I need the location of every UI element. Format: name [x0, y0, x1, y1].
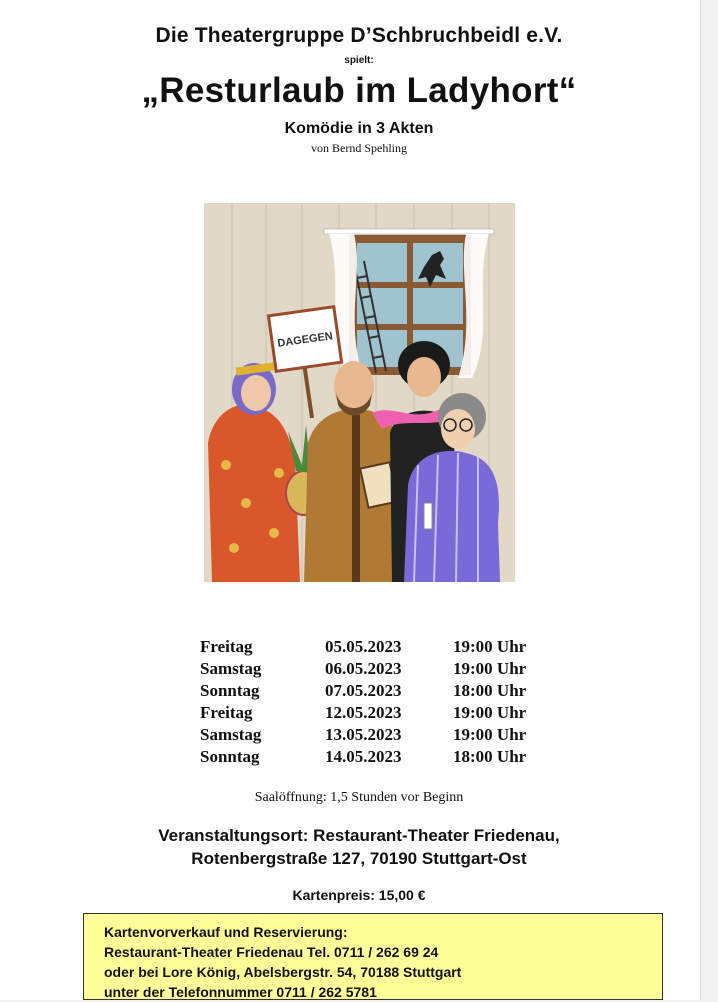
theatre-group-name: Die Theatergruppe D’Schbruchbeidl e.V.: [155, 24, 563, 47]
schedule-row: [200, 702, 526, 724]
play-genre: Komödie in 3 Akten: [284, 120, 434, 137]
schedule-time: 19:00 Uhr: [453, 725, 527, 744]
schedule-time: 18:00 Uhr: [453, 747, 527, 766]
schedule-date: 14.05.2023: [325, 747, 402, 766]
performance-schedule: [200, 636, 526, 768]
venue-line-1: Veranstaltungsort: Restaurant-Theater Friedenau,: [158, 826, 560, 845]
schedule-time: 19:00 Uhr: [453, 637, 527, 656]
play-title: „Resturlaub im Ladyhort“: [141, 71, 577, 110]
schedule-row: [200, 680, 526, 702]
schedule-date: 05.05.2023: [325, 637, 402, 656]
plays-label: spielt:: [344, 55, 374, 66]
schedule-row: [200, 636, 526, 658]
ticket-sales-venue-phone: Restaurant-Theater Friedenau Tel. 0711 / 262 69 24: [104, 944, 439, 960]
doors-open-note: Saalöffnung: 1,5 Stunden vor Beginn: [254, 790, 464, 805]
schedule-date: 12.05.2023: [325, 703, 402, 722]
poster-sign-text: DAGEGEN: [276, 330, 334, 350]
schedule-day: Samstag: [200, 659, 262, 678]
schedule-time: 19:00 Uhr: [453, 703, 527, 722]
schedule-day: Freitag: [200, 703, 253, 722]
schedule-date: 07.05.2023: [325, 681, 402, 700]
ticket-sales-heading: Kartenvorverkauf und Reservierung:: [104, 924, 348, 940]
ticket-price: Kartenpreis: 15,00 €: [292, 887, 426, 903]
schedule-day: Samstag: [200, 725, 262, 744]
schedule-day: Sonntag: [200, 747, 260, 766]
ticket-sales-box: [83, 913, 663, 1000]
schedule-date: 13.05.2023: [325, 725, 402, 744]
schedule-row: [200, 724, 526, 746]
schedule-time: 18:00 Uhr: [453, 681, 527, 700]
schedule-date: 06.05.2023: [325, 659, 402, 678]
schedule-time: 19:00 Uhr: [453, 659, 527, 678]
poster-illustration: [204, 203, 515, 582]
venue-line-2: Rotenbergstraße 127, 70190 Stuttgart-Ost: [191, 849, 527, 868]
ticket-sales-alt-address: oder bei Lore König, Abelsbergstr. 54, 70188 Stuttgart: [104, 964, 462, 980]
schedule-row: [200, 658, 526, 680]
schedule-day: Freitag: [200, 637, 253, 656]
schedule-row: [200, 746, 526, 768]
schedule-day: Sonntag: [200, 681, 260, 700]
play-author: von Bernd Spehling: [311, 141, 407, 155]
ticket-sales-alt-phone: unter der Telefonnummer 0711 / 262 5781: [104, 984, 377, 1000]
